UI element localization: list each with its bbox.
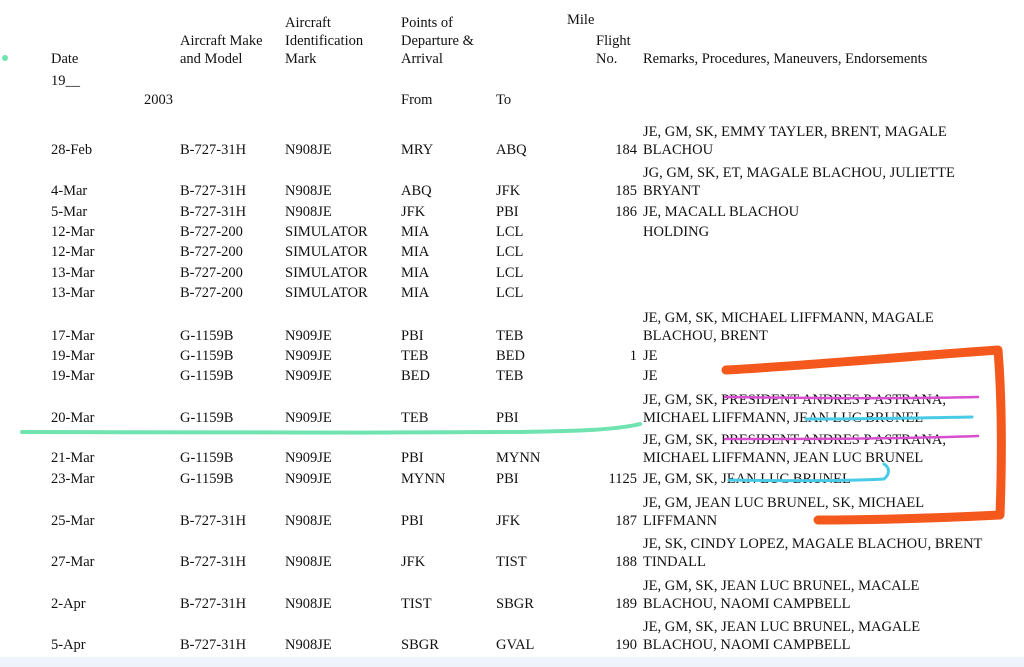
row-to: MYNN <box>496 450 541 466</box>
row-remarks-line-1: JG, GM, SK, ET, MAGALE BLACHOU, JULIETTE <box>643 165 955 181</box>
row-to: GVAL <box>496 637 535 653</box>
row-aircraft-mark: SIMULATOR <box>285 244 368 260</box>
row-date: 19-Mar <box>51 368 95 384</box>
row-to: LCL <box>496 265 524 281</box>
row-aircraft-mark: N909JE <box>285 450 332 466</box>
row-date: 12-Mar <box>51 244 95 260</box>
row-aircraft-mark: SIMULATOR <box>285 285 368 301</box>
row-remarks-line-2: JE, MACALL BLACHOU <box>643 204 800 220</box>
header-aircraft-ident-2: Identification <box>285 33 364 49</box>
row-from: TIST <box>401 596 432 612</box>
row-from: SBGR <box>401 637 439 653</box>
header-date: Date <box>51 51 79 67</box>
row-to: LCL <box>496 224 524 240</box>
row-remarks-line-2: LIFFMANN <box>643 513 718 529</box>
header-remarks: Remarks, Procedures, Maneuvers, Endorsements <box>643 51 928 67</box>
header-from: From <box>401 92 433 108</box>
row-date: 19-Mar <box>51 348 95 364</box>
row-to: TIST <box>496 554 527 570</box>
row-flight-number: 186 <box>615 204 637 220</box>
row-aircraft-mark: N908JE <box>285 637 332 653</box>
row-remarks-line-2: BRYANT <box>643 183 701 199</box>
row-from: JFK <box>401 204 426 220</box>
row-aircraft-model: G-1159B <box>180 410 234 426</box>
row-aircraft-mark: N908JE <box>285 142 332 158</box>
row-aircraft-model: B-727-200 <box>180 285 243 301</box>
row-to: LCL <box>496 285 524 301</box>
row-from: JFK <box>401 554 426 570</box>
row-to: LCL <box>496 244 524 260</box>
row-from: MYNN <box>401 471 446 487</box>
row-to: BED <box>496 348 525 364</box>
row-date: 25-Mar <box>51 513 95 529</box>
row-from: PBI <box>401 328 424 344</box>
row-date: 5-Mar <box>51 204 88 220</box>
row-from: ABQ <box>401 183 432 199</box>
header-date-year: 19__ <box>51 73 80 89</box>
row-remarks-line-2: JE <box>643 368 658 384</box>
row-from: MRY <box>401 142 434 158</box>
row-flight-number: 187 <box>615 513 637 529</box>
row-remarks-line-1: JE, GM, SK, JEAN LUC BRUNEL, MACALE <box>643 578 920 594</box>
row-date: 23-Mar <box>51 471 95 487</box>
row-to: TEB <box>496 328 524 344</box>
header-aircraft-make-1: Aircraft Make <box>180 33 263 49</box>
row-date: 12-Mar <box>51 224 95 240</box>
row-to: PBI <box>496 204 519 220</box>
row-aircraft-model: B-727-200 <box>180 244 243 260</box>
row-remarks-line-1: JE, GM, SK, PRESIDENT ANDRES P ASTRANA, <box>643 432 946 448</box>
row-remarks-line-1: JE, GM, SK, JEAN LUC BRUNEL, MAGALE <box>643 619 921 635</box>
row-aircraft-model: B-727-31H <box>180 142 247 158</box>
row-remarks-line-1: JE, GM, JEAN LUC BRUNEL, SK, MICHAEL <box>643 495 925 511</box>
row-remarks-line-1: JE, SK, CINDY LOPEZ, MAGALE BLACHOU, BRENT <box>643 536 983 552</box>
row-aircraft-mark: N908JE <box>285 513 332 529</box>
header-aircraft-make-2: and Model <box>180 51 243 67</box>
row-from: MIA <box>401 244 430 260</box>
row-to: TEB <box>496 368 524 384</box>
header-flight-1: Flight <box>596 33 631 49</box>
row-from: MIA <box>401 265 430 281</box>
row-remarks-line-1: JE, GM, SK, MICHAEL LIFFMANN, MAGALE <box>643 310 934 326</box>
row-remarks-line-2: MICHAEL LIFFMANN, JEAN LUC BRUNEL <box>643 450 924 466</box>
row-aircraft-model: B-727-200 <box>180 224 243 240</box>
row-flight-number: 190 <box>615 637 637 653</box>
row-aircraft-mark: N908JE <box>285 204 332 220</box>
row-date: 4-Mar <box>51 183 88 199</box>
header-points-3: Arrival <box>401 51 443 67</box>
row-date: 28-Feb <box>51 142 93 158</box>
row-aircraft-model: B-727-31H <box>180 596 247 612</box>
row-from: TEB <box>401 410 429 426</box>
row-aircraft-mark: N909JE <box>285 368 332 384</box>
row-date: 5-Apr <box>51 637 86 653</box>
row-remarks-line-2: HOLDING <box>643 224 710 240</box>
row-remarks-line-2: BLACHOU, NAOMI CAMPBELL <box>643 637 851 653</box>
row-aircraft-model: B-727-31H <box>180 637 247 653</box>
row-from: MIA <box>401 224 430 240</box>
row-aircraft-model: G-1159B <box>180 348 234 364</box>
header-points-2: Departure & <box>401 33 474 49</box>
row-date: 21-Mar <box>51 450 95 466</box>
row-aircraft-model: G-1159B <box>180 471 234 487</box>
row-to: PBI <box>496 410 519 426</box>
header-aircraft-ident-1: Aircraft <box>285 15 331 31</box>
row-from: PBI <box>401 450 424 466</box>
row-to: SBGR <box>496 596 534 612</box>
row-remarks-line-1: JE, GM, SK, PRESIDENT ANDRES P ASTRANA, <box>643 392 946 408</box>
row-date: 13-Mar <box>51 265 95 281</box>
row-aircraft-mark: N909JE <box>285 348 332 364</box>
row-aircraft-model: B-727-200 <box>180 265 243 281</box>
row-remarks-line-2: BLACHOU, BRENT <box>643 328 768 344</box>
row-aircraft-mark: N909JE <box>285 471 332 487</box>
row-remarks-line-1: JE, GM, SK, EMMY TAYLER, BRENT, MAGALE <box>643 124 947 140</box>
row-aircraft-model: B-727-31H <box>180 513 247 529</box>
row-from: BED <box>401 368 430 384</box>
row-remarks-line-2: BLACHOU, NAOMI CAMPBELL <box>643 596 851 612</box>
row-to: PBI <box>496 471 519 487</box>
header-to: To <box>496 92 512 108</box>
row-aircraft-mark: N909JE <box>285 328 332 344</box>
row-flight-number: 1 <box>629 348 637 364</box>
row-aircraft-model: G-1159B <box>180 368 234 384</box>
row-date: 20-Mar <box>51 410 95 426</box>
row-flight-number: 189 <box>615 596 637 612</box>
row-aircraft-model: G-1159B <box>180 450 234 466</box>
row-to: ABQ <box>496 142 527 158</box>
row-aircraft-mark: N908JE <box>285 596 332 612</box>
row-aircraft-model: B-727-31H <box>180 204 247 220</box>
row-aircraft-mark: SIMULATOR <box>285 265 368 281</box>
bottom-strip <box>0 657 1024 667</box>
row-remarks-line-2: TINDALL <box>643 554 706 570</box>
header-flight-2: No. <box>596 51 618 67</box>
row-flight-number: 1125 <box>608 471 637 487</box>
header-year: 2003 <box>144 92 173 108</box>
row-date: 13-Mar <box>51 285 95 301</box>
row-aircraft-model: B-727-31H <box>180 554 247 570</box>
row-flight-number: 184 <box>615 142 637 158</box>
row-aircraft-mark: N908JE <box>285 554 332 570</box>
row-aircraft-mark: N908JE <box>285 183 332 199</box>
header-mile: Mile <box>567 12 595 28</box>
row-date: 27-Mar <box>51 554 95 570</box>
row-flight-number: 188 <box>615 554 637 570</box>
row-remarks-line-2: JE <box>643 348 658 364</box>
row-flight-number: 185 <box>615 183 637 199</box>
row-remarks-line-2: BLACHOU <box>643 142 714 158</box>
header-points-1: Points of <box>401 15 453 31</box>
row-remarks-line-2: MICHAEL LIFFMANN, JEAN LUC BRUNEL <box>643 410 924 426</box>
row-from: PBI <box>401 513 424 529</box>
row-from: TEB <box>401 348 429 364</box>
row-to: JFK <box>496 513 521 529</box>
row-date: 17-Mar <box>51 328 95 344</box>
row-aircraft-model: G-1159B <box>180 328 234 344</box>
row-to: JFK <box>496 183 521 199</box>
green-dot <box>2 55 8 61</box>
row-aircraft-mark: N909JE <box>285 410 332 426</box>
row-aircraft-model: B-727-31H <box>180 183 247 199</box>
row-from: MIA <box>401 285 430 301</box>
row-aircraft-mark: SIMULATOR <box>285 224 368 240</box>
header-aircraft-ident-3: Mark <box>285 51 317 67</box>
row-remarks-line-2: JE, GM, SK, JEAN LUC BRUNEL <box>643 471 851 487</box>
row-date: 2-Apr <box>51 596 86 612</box>
